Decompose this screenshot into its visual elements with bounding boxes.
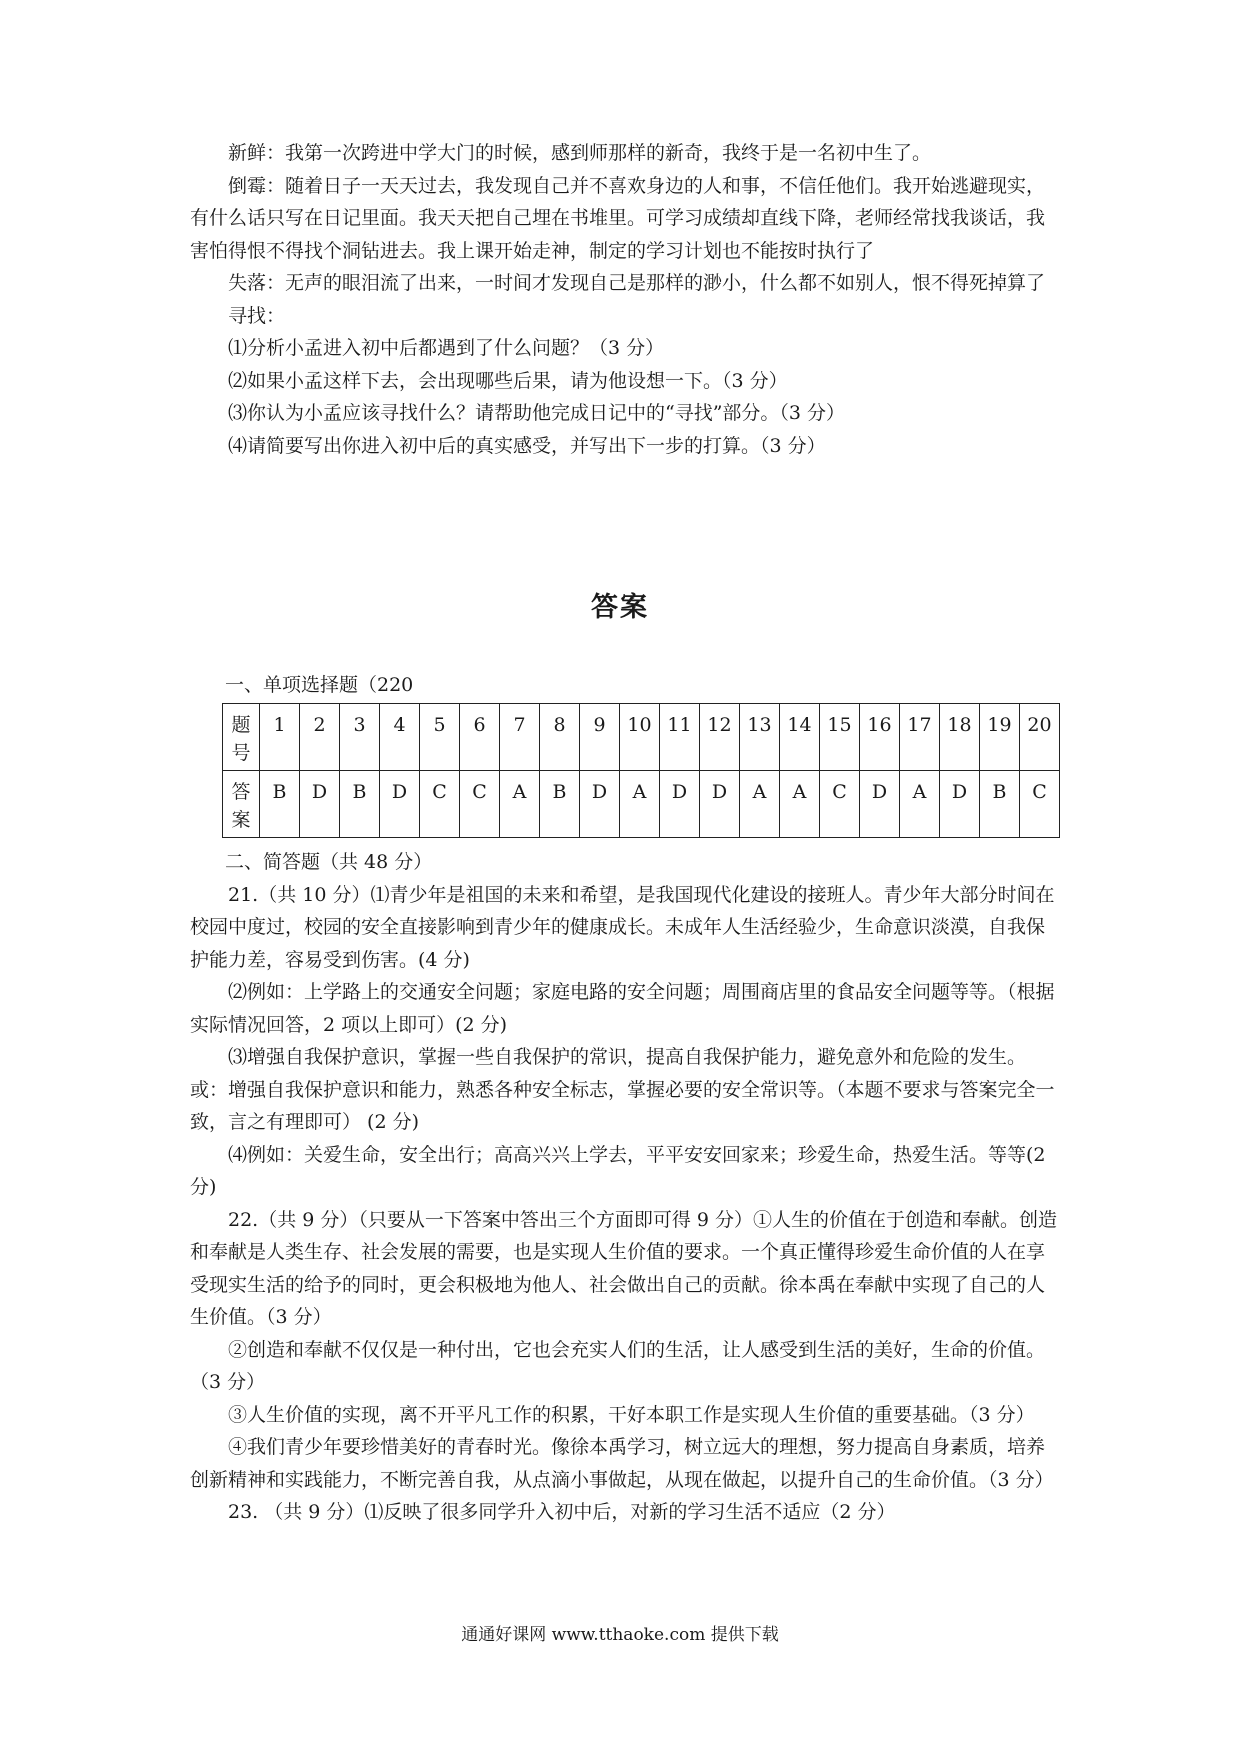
question-number-cell: 1 <box>260 704 300 771</box>
answer-cell: B <box>980 771 1020 838</box>
section-2-heading: 二、简答题（共 48 分） <box>225 851 433 873</box>
answer-paragraph: ③人生价值的实现，离不开平凡工作的积累，干好本职工作是实现人生价值的重要基础。（3 分） <box>228 1403 1035 1426</box>
section-1-heading: 一、单项选择题（220 <box>225 674 414 696</box>
answer-cell: D <box>860 771 900 838</box>
diary-paragraph: 寻找： <box>228 304 286 327</box>
answer-cell: C <box>460 771 500 838</box>
question-number-cell: 9 <box>580 704 620 771</box>
question-number-cell: 18 <box>940 704 980 771</box>
diary-excerpt <box>190 137 1060 462</box>
question-number-cell: 3 <box>340 704 380 771</box>
question-number-cell: 15 <box>820 704 860 771</box>
answer-paragraph: ⑵例如：上学路上的交通安全问题；家庭电路的安全问题；周围商店里的食品安全问题等等。（根据实际情况回答，2 项以上即可）(2 分) <box>190 981 1055 1036</box>
question-number-cell: 10 <box>620 704 660 771</box>
question-item: ⑶你认为小孟应该寻找什么？请帮助他完成日记中的“寻找”部分。（3 分） <box>228 402 846 424</box>
question-number-cell: 19 <box>980 704 1020 771</box>
answer-table <box>222 703 1060 838</box>
row-header-answer: 答案 <box>223 771 260 838</box>
question-item: ⑵如果小孟这样下去，会出现哪些后果，请为他设想一下。（3 分） <box>228 369 788 392</box>
answer-row <box>223 771 1060 838</box>
answer-paragraph: 22.（共 9 分）（只要从一下答案中答出三个方面即可得 9 分）①人生的价值在于创造和奉献。创造和奉献是人类生存、社会发展的需要，也是实现人生价值的要求。一个真正懂得珍爱生命价值的人在享受现实生活的给予的同时，更会积极地为他人、社会做出自己的贡献。徐本禹在奉献中实现了自己的人生价值。（3 分） <box>190 1208 1058 1328</box>
question-number-cell: 16 <box>860 704 900 771</box>
answer-paragraph: 23. （共 9 分）⑴反映了很多同学升入初中后，对新的学习生活不适应（2 分） <box>228 1501 896 1523</box>
question-number-cell: 8 <box>540 704 580 771</box>
question-number-cell: 7 <box>500 704 540 771</box>
question-number-cell: 12 <box>700 704 740 771</box>
question-number-row <box>223 704 1060 771</box>
answer-cell: D <box>380 771 420 838</box>
answer-cell: C <box>1020 771 1060 838</box>
answer-cell: C <box>820 771 860 838</box>
question-number-cell: 5 <box>420 704 460 771</box>
question-number-cell: 2 <box>300 704 340 771</box>
answer-cell: B <box>260 771 300 838</box>
answer-cell: D <box>580 771 620 838</box>
answer-cell: D <box>660 771 700 838</box>
answer-cell: D <box>700 771 740 838</box>
diary-paragraph: 倒霉：随着日子一天天过去，我发现自己并不喜欢身边的人和事，不信任他们。我开始逃避现实，有什么话只写在日记里面。我天天把自己埋在书堆里。可学习成绩却直线下降，老师经常找我谈话，我害怕得恨不得找个洞钻进去。我上课开始走神，制定的学习计划也不能按时执行了 <box>190 174 1046 262</box>
answer-cell: D <box>940 771 980 838</box>
question-number-cell: 11 <box>660 704 700 771</box>
answer-paragraph: ②创造和奉献不仅仅是一种付出，它也会充实人们的生活，让人感受到生活的美好，生命的价值。（3 分） <box>190 1338 1046 1393</box>
answer-cell: A <box>900 771 940 838</box>
question-number-cell: 17 <box>900 704 940 771</box>
diary-paragraph: 失落：无声的眼泪流了出来，一时间才发现自己是那样的渺小，什么都不如别人，恨不得死掉算了 <box>228 272 1046 294</box>
question-number-cell: 14 <box>780 704 820 771</box>
answer-cell: B <box>340 771 380 838</box>
answer-paragraph: ⑶增强自我保护意识，掌握一些自我保护的常识，提高自我保护能力，避免意外和危险的发生。 或：增强自我保护意识和能力，熟悉各种安全标志，掌握必要的安全常识等。（本题不要求与答案完全一致，言之有理即可） (2 分) <box>190 1046 1055 1133</box>
answer-cell: A <box>780 771 820 838</box>
question-item: ⑴分析小孟进入初中后都遇到了什么问题？（3 分） <box>228 337 665 359</box>
answer-cell: C <box>420 771 460 838</box>
answer-cell: A <box>740 771 780 838</box>
question-list <box>190 332 1060 462</box>
answer-cell: A <box>500 771 540 838</box>
answer-cell: B <box>540 771 580 838</box>
answer-cell: D <box>300 771 340 838</box>
row-header-question-number: 题号 <box>223 704 260 771</box>
question-number-cell: 20 <box>1020 704 1060 771</box>
answer-title: 答案 <box>591 592 649 623</box>
answer-paragraph: ④我们青少年要珍惜美好的青春时光。像徐本禹学习，树立远大的理想，努力提高自身素质，培养创新精神和实践能力，不断完善自我，从点滴小事做起，从现在做起，以提升自己的生命价值。（3 分） <box>190 1436 1054 1491</box>
answer-paragraph: ⑷例如：关爱生命，安全出行；高高兴兴上学去，平平安安回家来；珍爱生命，热爱生活。等等(2 分) <box>190 1143 1046 1198</box>
answer-paragraph: 21.（共 10 分）⑴青少年是祖国的未来和希望，是我国现代化建设的接班人。青少年大部分时间在校园中度过，校园的安全直接影响到青少年的健康成长。未成年人生活经验少，生命意识淡漠，自我保护能力差，容易受到伤害。(4 分) <box>190 883 1055 971</box>
diary-paragraph: 新鲜：我第一次跨进中学大门的时候，感到师那样的新奇，我终于是一名初中生了。 <box>228 142 932 164</box>
question-number-cell: 4 <box>380 704 420 771</box>
question-number-cell: 13 <box>740 704 780 771</box>
question-number-cell: 6 <box>460 704 500 771</box>
question-item: ⑷请简要写出你进入初中后的真实感受，并写出下一步的打算。（3 分） <box>228 434 826 457</box>
page-footer: 通通好课网 www.tthaoke.com 提供下载 <box>461 1625 779 1645</box>
answer-cell: A <box>620 771 660 838</box>
section-2 <box>190 846 1060 1529</box>
